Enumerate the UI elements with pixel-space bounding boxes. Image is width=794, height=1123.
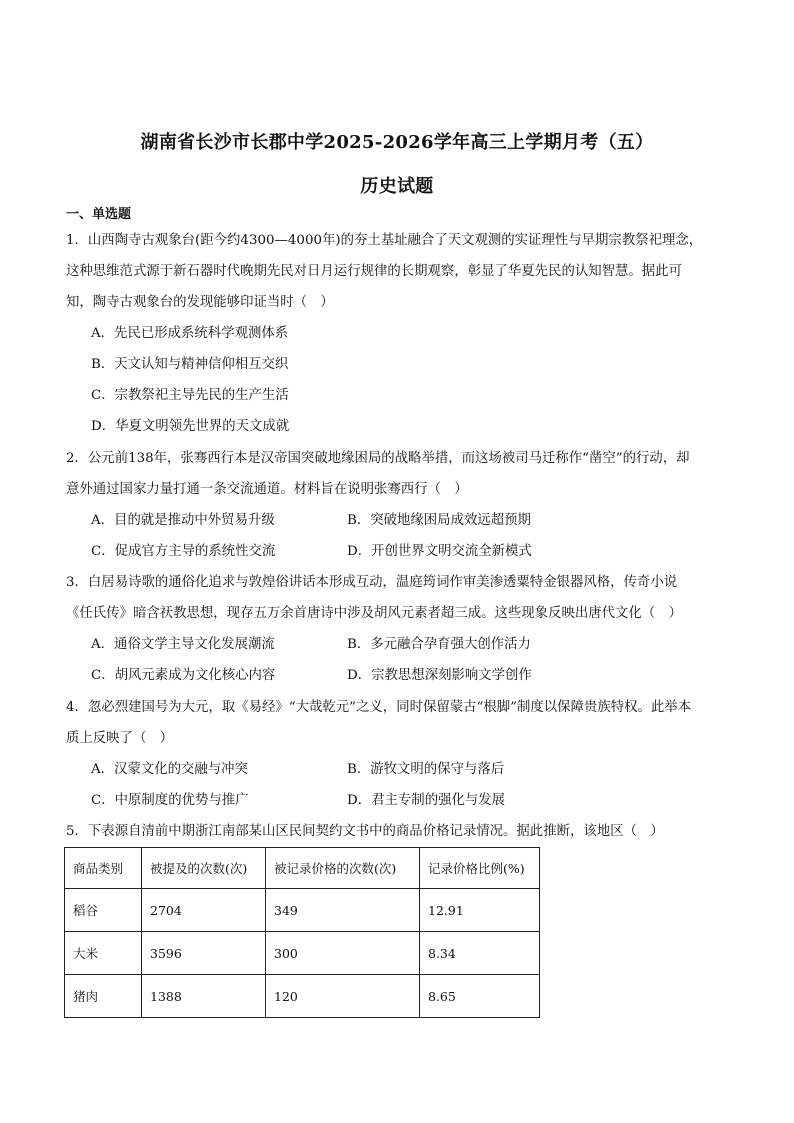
q1-option-d[interactable]: D．华夏文明领先世界的天文成就 (91, 419, 290, 434)
q2-option-d[interactable]: D．开创世界文明交流全新模式 (347, 544, 532, 559)
section-heading: 一、单选题 (66, 207, 132, 222)
q2-stem-line-2: 意外通过国家力量打通一条交流通道。材料旨在说明张骞西行（ ） (66, 482, 468, 497)
table-row (65, 975, 540, 1018)
q3-option-c[interactable]: C．胡风元素成为文化核心内容 (91, 668, 276, 683)
q2-stem-line-1: 2．公元前138年，张骞西行本是汉帝国突破地缘困局的战略举措，而这场被司马迁称作“凿空”的行动，却 (66, 451, 690, 466)
table-row (65, 889, 540, 932)
q4-option-d[interactable]: D．君主专制的强化与发展 (347, 793, 506, 808)
q4-stem-line-2: 质上反映了（ ） (66, 731, 174, 746)
q2-option-b[interactable]: B．突破地缘困局成效远超预期 (347, 513, 531, 528)
q3-option-b[interactable]: B．多元融合孕育强大创作活力 (347, 637, 531, 652)
table-header-cell: 被提及的次数(次) (142, 848, 266, 889)
price-record-table (64, 847, 540, 1018)
q1-stem-line-1: 1．山西陶寺古观象台(距今约4300—4000年)的夯土基址融合了天文观测的实证理性与早期宗教祭祀理念， (66, 233, 703, 248)
q1-option-a[interactable]: A．先民已形成系统科学观测体系 (91, 326, 289, 341)
q1-stem-line-3: 知，陶寺古观象台的发现能够印证当时（ ） (66, 295, 334, 310)
table-cell: 1388 (142, 975, 266, 1018)
exam-title: 湖南省长沙市长郡中学2025-2026学年高三上学期月考（五） (140, 132, 654, 153)
table-cell: 12.91 (420, 889, 540, 932)
exam-subtitle: 历史试题 (360, 176, 434, 197)
q3-stem-line-2: 《任氏传》暗含祆教思想，现存五万余首唐诗中涉及胡风元素者超三成。这些现象反映出唐代文化（ ） (66, 606, 682, 621)
table-header-cell: 被记录价格的次数(次) (266, 848, 420, 889)
q3-stem-line-1: 3．白居易诗歌的通俗化追求与敦煌俗讲话本形成互动，温庭筠词作审美渗透粟特金银器风格，传奇小说 (66, 575, 678, 590)
table-cell: 300 (266, 932, 420, 975)
q4-option-b[interactable]: B．游牧文明的保守与落后 (347, 762, 505, 777)
table-cell: 8.34 (420, 932, 540, 975)
table-cell: 349 (266, 889, 420, 932)
q5-stem-line-1: 5．下表源自清前中期浙江南部某山区民间契约文书中的商品价格记录情况。据此推断，该地区（ ） (66, 824, 664, 839)
q1-option-b[interactable]: B．天文认知与精神信仰相互交织 (91, 357, 289, 372)
table-cell: 8.65 (420, 975, 540, 1018)
table-cell: 3596 (142, 932, 266, 975)
q1-option-c[interactable]: C．宗教祭祀主导先民的生产生活 (91, 388, 289, 403)
table-cell: 2704 (142, 889, 266, 932)
table-header-cell: 商品类别 (65, 848, 142, 889)
table-row (65, 932, 540, 975)
table-cell: 120 (266, 975, 420, 1018)
q1-stem-line-2: 这种思维范式源于新石器时代晚期先民对日月运行规律的长期观察，彰显了华夏先民的认知智慧。据此可 (66, 264, 682, 279)
q4-option-a[interactable]: A．汉蒙文化的交融与冲突 (91, 762, 248, 777)
table-cell: 大米 (65, 932, 142, 975)
q2-option-c[interactable]: C．促成官方主导的系统性交流 (91, 544, 276, 559)
q2-option-a[interactable]: A．目的就是推动中外贸易升级 (91, 513, 275, 528)
q4-stem-line-1: 4．忽必烈建国号为大元，取《易经》“大哉乾元”之义，同时保留蒙古“根脚”制度以保障贵族特权。此举本 (66, 700, 692, 715)
q3-option-a[interactable]: A．通俗文学主导文化发展潮流 (91, 637, 275, 652)
q3-option-d[interactable]: D．宗教思想深刻影响文学创作 (347, 668, 532, 683)
q4-option-c[interactable]: C．中原制度的优势与推广 (91, 793, 249, 808)
table-cell: 猪肉 (65, 975, 142, 1018)
table-header-cell: 记录价格比例(%) (420, 848, 540, 889)
table-header-row (65, 848, 540, 889)
table-cell: 稻谷 (65, 889, 142, 932)
